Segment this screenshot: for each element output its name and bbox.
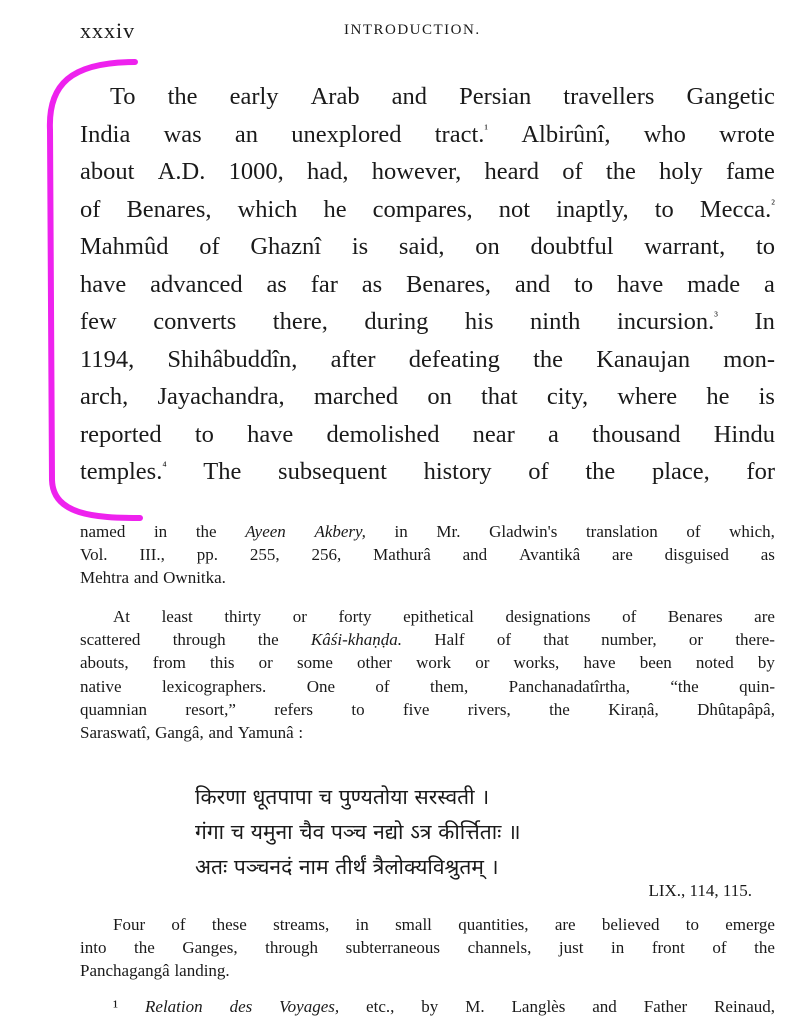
word: warrant, bbox=[644, 233, 726, 260]
word: have bbox=[617, 270, 664, 298]
word: as bbox=[760, 545, 775, 565]
word: emerge bbox=[725, 915, 775, 934]
word: have bbox=[247, 420, 294, 448]
word: subsequent bbox=[278, 458, 387, 485]
word: unexplored bbox=[291, 120, 402, 148]
word: incursion.$^{^3}$ bbox=[616, 308, 718, 335]
word: 255, bbox=[249, 545, 280, 565]
word: Mr. bbox=[436, 522, 461, 541]
word: the bbox=[754, 938, 775, 958]
text-line bbox=[80, 566, 775, 589]
word: in bbox=[153, 522, 168, 541]
word: he bbox=[706, 383, 730, 410]
word: III., bbox=[139, 545, 165, 565]
word: number, bbox=[601, 630, 657, 650]
word: tract.$^{^1}$ bbox=[434, 120, 489, 148]
main-paragraph bbox=[80, 78, 775, 491]
word: to bbox=[654, 195, 674, 223]
word: Kâśi-khaṇḍa. bbox=[310, 630, 403, 650]
word: In bbox=[754, 308, 775, 335]
word: after bbox=[330, 345, 376, 373]
word: a bbox=[764, 270, 775, 298]
word: Four bbox=[113, 915, 146, 934]
word: there- bbox=[735, 630, 775, 650]
word: them, bbox=[430, 676, 469, 696]
word: have bbox=[583, 653, 616, 673]
word: for bbox=[746, 458, 775, 485]
word: have bbox=[80, 270, 127, 298]
word: is bbox=[758, 383, 775, 410]
word: which bbox=[237, 195, 298, 223]
word: At bbox=[113, 607, 130, 626]
text-line bbox=[80, 959, 775, 982]
word: reported bbox=[80, 420, 162, 448]
word: about bbox=[80, 158, 135, 185]
word: that bbox=[543, 630, 569, 650]
word: Shihâbuddîn, bbox=[167, 345, 298, 373]
word: to bbox=[194, 420, 214, 448]
word: a bbox=[548, 420, 559, 448]
word: defeating bbox=[408, 345, 500, 373]
text-line bbox=[80, 228, 775, 266]
text-line bbox=[80, 341, 775, 379]
text-line bbox=[80, 116, 775, 154]
word: thousand bbox=[592, 420, 681, 448]
word: is bbox=[351, 233, 369, 260]
word: advanced bbox=[150, 270, 243, 298]
word: Benares, bbox=[126, 195, 212, 223]
word: Albirûnî, bbox=[521, 120, 611, 148]
word: designations bbox=[505, 607, 591, 626]
word: work bbox=[416, 653, 452, 673]
footnote-marker: ⁴ bbox=[162, 458, 167, 473]
word: One bbox=[306, 676, 336, 696]
word: abouts, bbox=[80, 653, 129, 673]
word: channels, bbox=[467, 938, 532, 958]
word: Avantikâ bbox=[519, 545, 581, 565]
word: by bbox=[421, 997, 439, 1016]
word: Voyages, bbox=[279, 997, 340, 1016]
word: other bbox=[357, 653, 392, 673]
word: Gangetic bbox=[686, 83, 775, 110]
word: thirty bbox=[224, 607, 262, 626]
word: Ghaznî bbox=[250, 233, 322, 260]
word: Mathurâ bbox=[373, 545, 431, 565]
word: the bbox=[605, 158, 636, 185]
word: who bbox=[643, 120, 686, 148]
word: Ownitka. bbox=[163, 568, 226, 588]
word: few bbox=[80, 308, 117, 335]
word: pp. bbox=[196, 545, 219, 565]
word: Ganges, bbox=[182, 938, 238, 958]
word: Benares, bbox=[406, 270, 492, 298]
word: streams, bbox=[273, 915, 330, 934]
footnote-continuation bbox=[80, 520, 775, 590]
word: M. bbox=[465, 997, 485, 1016]
word: Gangâ, bbox=[155, 723, 204, 743]
text-line bbox=[113, 605, 775, 628]
word: of bbox=[171, 915, 186, 934]
text-line bbox=[80, 628, 775, 651]
word: heard bbox=[484, 158, 539, 185]
word: Vol. bbox=[80, 545, 108, 565]
word: scattered bbox=[80, 630, 141, 650]
word: as bbox=[361, 270, 383, 298]
word: been bbox=[639, 653, 672, 673]
word: to bbox=[755, 233, 775, 260]
text-line bbox=[80, 266, 775, 304]
text-line bbox=[80, 378, 775, 416]
word: forty bbox=[338, 607, 372, 626]
word: Dhûtapâpâ, bbox=[697, 699, 775, 719]
word: fame bbox=[725, 158, 775, 185]
text-line bbox=[80, 520, 775, 543]
text-line bbox=[80, 543, 775, 566]
word: The bbox=[203, 458, 242, 485]
word: refers bbox=[274, 699, 313, 719]
word: compares, bbox=[372, 195, 473, 223]
word: subterraneous bbox=[345, 938, 441, 958]
word: “the bbox=[670, 676, 699, 696]
text-line bbox=[80, 191, 775, 229]
word: Gladwin's bbox=[489, 522, 558, 541]
text-line bbox=[80, 936, 775, 959]
word: arch, bbox=[80, 383, 129, 410]
text-line bbox=[80, 453, 775, 491]
sanskrit-verse-line-2: गंगा च यमुना चैव पञ्च नद्यो ऽत्र कीर्त्तिताः ॥ bbox=[195, 820, 521, 844]
word: which, bbox=[729, 522, 775, 541]
word: the bbox=[257, 630, 279, 650]
word: or bbox=[688, 630, 704, 650]
word: or bbox=[475, 653, 490, 673]
word: lexicographers. bbox=[161, 676, 267, 696]
word: on bbox=[475, 233, 500, 260]
word: the bbox=[533, 345, 563, 373]
word: of bbox=[686, 522, 701, 541]
word: Hindu bbox=[713, 420, 775, 448]
word: of bbox=[622, 607, 637, 626]
word: wrote bbox=[719, 120, 775, 148]
word: this bbox=[209, 653, 235, 673]
word: noted bbox=[695, 653, 734, 673]
word: was bbox=[163, 120, 202, 148]
word: just bbox=[558, 938, 584, 958]
word: to bbox=[685, 915, 699, 934]
running-head: INTRODUCTION. bbox=[344, 22, 481, 38]
word: five bbox=[402, 699, 430, 719]
word: 1194, bbox=[80, 345, 135, 373]
word: ninth bbox=[530, 308, 581, 335]
word: mon- bbox=[723, 345, 775, 373]
word: believed bbox=[601, 915, 660, 934]
footnote-1 bbox=[80, 995, 775, 1018]
word: there, bbox=[272, 308, 328, 335]
word: in bbox=[611, 938, 625, 958]
word: 1000, bbox=[228, 158, 284, 185]
word: to bbox=[574, 270, 594, 298]
word: his bbox=[464, 308, 494, 335]
word: ¹ bbox=[113, 997, 119, 1016]
word: in bbox=[355, 915, 369, 934]
word: of bbox=[199, 233, 220, 260]
word: Relation bbox=[145, 997, 203, 1016]
text-line bbox=[80, 675, 775, 698]
word: India bbox=[80, 120, 131, 148]
sanskrit-verse-line-1: किरणा धूतपापा च पुण्यतोया सरस्वती । bbox=[195, 785, 490, 809]
word: converts bbox=[153, 308, 237, 335]
word: of bbox=[562, 158, 583, 185]
word: on bbox=[427, 383, 452, 410]
word: Ayeen bbox=[245, 522, 286, 541]
page-header bbox=[80, 18, 775, 48]
word: of bbox=[712, 938, 727, 958]
text-line bbox=[113, 995, 775, 1018]
word: of bbox=[375, 676, 390, 696]
word: Arab bbox=[310, 83, 360, 110]
word: from bbox=[152, 653, 186, 673]
footnote-marker: ² bbox=[771, 196, 775, 211]
word: 256, bbox=[311, 545, 342, 565]
word: or bbox=[258, 653, 273, 673]
word: however, bbox=[371, 158, 462, 185]
word: landing. bbox=[174, 961, 230, 981]
word: Half bbox=[434, 630, 465, 650]
word: epithetical bbox=[403, 607, 474, 626]
text-line bbox=[113, 913, 775, 936]
word: quamnian bbox=[80, 699, 148, 719]
footnote-marker: ³ bbox=[714, 308, 718, 323]
word: marched bbox=[313, 383, 399, 410]
word: Panchagangâ bbox=[80, 961, 170, 981]
word: in bbox=[394, 522, 408, 541]
footnote-paragraph-epithets bbox=[80, 605, 775, 744]
word: where bbox=[617, 383, 678, 410]
word: Reinaud, bbox=[714, 997, 775, 1016]
text-line bbox=[80, 416, 775, 454]
word: not bbox=[498, 195, 531, 223]
word: Panchanadatîrtha, bbox=[508, 676, 630, 696]
word: and bbox=[391, 83, 428, 110]
word: that bbox=[480, 383, 518, 410]
word: Benares bbox=[667, 607, 723, 626]
footnote-paragraph-streams bbox=[80, 913, 775, 983]
word: A.D. bbox=[157, 158, 206, 185]
word: and bbox=[514, 270, 551, 298]
word: native bbox=[80, 676, 122, 696]
word: some bbox=[296, 653, 333, 673]
word: des bbox=[229, 997, 253, 1016]
verse-citation: LIX., 114, 115. bbox=[648, 881, 752, 900]
text-line bbox=[80, 721, 775, 744]
word: front bbox=[651, 938, 685, 958]
word: Saraswatî, bbox=[80, 723, 151, 743]
word: history bbox=[423, 458, 492, 485]
word: translation bbox=[585, 522, 658, 541]
word: quin- bbox=[739, 676, 775, 696]
word: To bbox=[110, 83, 136, 110]
word: and bbox=[462, 545, 488, 565]
word: Langlès bbox=[511, 997, 566, 1016]
word: inaptly, bbox=[556, 195, 629, 223]
word: are bbox=[554, 915, 576, 934]
word: Persian bbox=[459, 83, 532, 110]
word: Mecca.$^{^2}$ bbox=[699, 195, 775, 223]
word: far bbox=[310, 270, 338, 298]
word: Mehtra bbox=[80, 568, 130, 588]
word: Kanaujan bbox=[596, 345, 691, 373]
word: the bbox=[134, 938, 155, 958]
word: temples.$^{^4}$ bbox=[80, 458, 167, 485]
word: made bbox=[687, 270, 741, 298]
footnote-marker: ¹ bbox=[484, 121, 489, 136]
word: are bbox=[612, 545, 633, 565]
word: city, bbox=[546, 383, 589, 410]
text-line bbox=[80, 303, 775, 341]
word: Jayachandra, bbox=[157, 383, 285, 410]
word: these bbox=[211, 915, 247, 934]
word: Father bbox=[643, 997, 688, 1016]
word: into bbox=[80, 938, 107, 958]
word: travellers bbox=[563, 83, 655, 110]
word: through bbox=[172, 630, 226, 650]
word: doubtful bbox=[530, 233, 614, 260]
word: to bbox=[351, 699, 365, 719]
word: resort,” bbox=[185, 699, 236, 719]
text-line bbox=[80, 153, 775, 191]
word: rivers, bbox=[467, 699, 511, 719]
word: Mahmûd bbox=[80, 233, 169, 260]
word: etc., bbox=[366, 997, 395, 1016]
word: of bbox=[80, 195, 101, 223]
word: and bbox=[592, 997, 617, 1016]
word: said, bbox=[398, 233, 445, 260]
word: : bbox=[298, 723, 304, 743]
word: the bbox=[167, 83, 198, 110]
word: holy bbox=[659, 158, 703, 185]
word: the bbox=[585, 458, 616, 485]
word: small bbox=[395, 915, 432, 934]
word: of bbox=[528, 458, 549, 485]
word: Kiraṇâ, bbox=[608, 699, 659, 719]
word: the bbox=[195, 522, 217, 541]
word: or bbox=[292, 607, 307, 626]
word: of bbox=[496, 630, 512, 650]
word: place, bbox=[651, 458, 710, 485]
word: and bbox=[208, 723, 234, 743]
word: the bbox=[549, 699, 570, 719]
word: had, bbox=[307, 158, 349, 185]
word: an bbox=[234, 120, 259, 148]
word: works, bbox=[513, 653, 560, 673]
word: named bbox=[80, 522, 126, 541]
word: near bbox=[472, 420, 515, 448]
word: early bbox=[229, 83, 279, 110]
text-line bbox=[80, 698, 775, 721]
word: quantities, bbox=[458, 915, 529, 934]
word: he bbox=[323, 195, 347, 223]
text-line bbox=[80, 651, 775, 674]
word: and bbox=[133, 568, 159, 588]
word: during bbox=[364, 308, 429, 335]
page-number: xxxiv bbox=[80, 18, 136, 43]
word: through bbox=[265, 938, 319, 958]
word: are bbox=[754, 607, 775, 626]
text-line bbox=[110, 78, 775, 116]
word: disguised bbox=[664, 545, 729, 565]
word: least bbox=[161, 607, 193, 626]
sanskrit-verse-line-3: अतः पञ्चनदं नाम तीर्थं त्रैलोक्यविश्रुतम् । bbox=[195, 855, 499, 879]
word: as bbox=[266, 270, 287, 298]
word: demolished bbox=[326, 420, 440, 448]
word: Yamunâ bbox=[237, 723, 294, 743]
word: by bbox=[757, 653, 775, 673]
word: Akbery, bbox=[314, 522, 366, 541]
